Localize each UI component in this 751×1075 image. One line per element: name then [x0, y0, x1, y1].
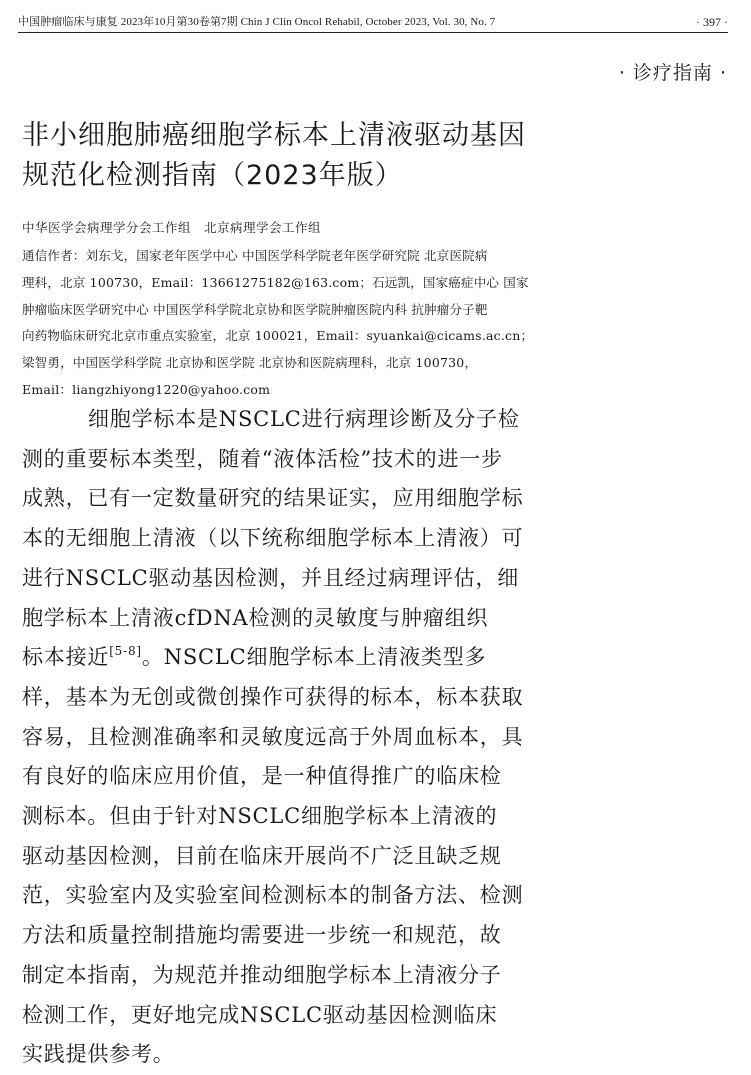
- body-line: 方法和质量控制措施均需要进一步统一和规范，故: [22, 923, 502, 948]
- page-number: · 397 ·: [696, 15, 728, 29]
- citation-reference: [5-8]: [109, 644, 142, 659]
- correspondence-line: 梁智勇，中国医学科学院 北京协和医学院 北京协和医院病理科，北京 100730，: [22, 355, 478, 371]
- body-line: 成熟，已有一定数量研究的结果证实，应用细胞学标: [22, 486, 524, 511]
- body-line: 有良好的临床应用价值，是一种值得推广的临床检: [22, 764, 502, 789]
- body-line: 胞学标本上清液cfDNA检测的灵敏度与肿瘤组织: [22, 605, 489, 630]
- body-line: 容易，且检测准确率和灵敏度远高于外周血标本，具: [22, 724, 524, 749]
- body-line: 范，实验室内及实验室间检测标本的制备方法、检测: [22, 883, 524, 908]
- running-header: [18, 14, 728, 33]
- body-line: 本的无细胞上清液（以下统称细胞学标本上清液）可: [22, 526, 524, 551]
- correspondence-block: [22, 243, 602, 404]
- body-line: [22, 638, 597, 678]
- journal-citation-line: 中国肿瘤临床与康复 2023年10月第30卷第7期 Chin J Clin Oncol Rehabil, October 2023, Vol. 30, No. 7: [18, 16, 496, 28]
- title-line: 非小细胞肺癌细胞学标本上清液驱动基因: [22, 120, 526, 151]
- body-line: 检测工作，更好地完成NSCLC驱动基因检测临床: [22, 1002, 498, 1027]
- body-line: 细胞学标本是NSCLC进行病理诊断及分子检: [88, 407, 520, 431]
- body-line: 驱动基因检测，目前在临床开展尚不广泛且缺乏规: [22, 843, 502, 868]
- body-line: 实践提供参考。: [22, 1042, 175, 1067]
- body-paragraph: [22, 400, 597, 1075]
- correspondence-line: 通信作者：刘东戈，国家老年医学中心 中国医学科学院老年医学研究院 北京医院病: [22, 248, 488, 263]
- column-tag: · 诊疗指南 ·: [618, 62, 727, 84]
- body-line: 测的重要标本类型，随着“液体活检”技术的进一步: [22, 446, 503, 471]
- body-line: 样，基本为无创或微创操作可获得的标本，标本获取: [22, 684, 524, 709]
- body-line-text: 。NSCLC细胞学标本上清液类型多: [141, 645, 487, 670]
- article-title: [22, 116, 622, 196]
- title-line: 规范化检测指南（2023年版）: [22, 160, 403, 191]
- author-groups: 中华医学会病理学分会工作组 北京病理学会工作组: [22, 220, 322, 235]
- body-line: 进行NSCLC驱动基因检测，并且经过病理评估，细: [22, 565, 520, 590]
- correspondence-line: 理科，北京 100730，Email：13661275182@163.com；石远凯，国家癌症中心 国家: [22, 274, 529, 290]
- correspondence-line: 肿瘤临床医学研究中心 中国医学科学院北京协和医学院肿瘤医院内科 抗肿瘤分子靶: [22, 301, 488, 317]
- correspondence-line: 向药物临床研究北京市重点实验室，北京 100021，Email：syuankai@cicams.ac.cn；: [22, 328, 534, 344]
- body-line: 测标本。但由于针对NSCLC细胞学标本上清液的: [22, 804, 498, 829]
- body-line: 制定本指南，为规范并推动细胞学标本上清液分子: [22, 962, 502, 987]
- correspondence-line: Email：liangzhiyong1220@yahoo.com: [22, 381, 271, 397]
- body-line-text: 标本接近: [22, 645, 110, 670]
